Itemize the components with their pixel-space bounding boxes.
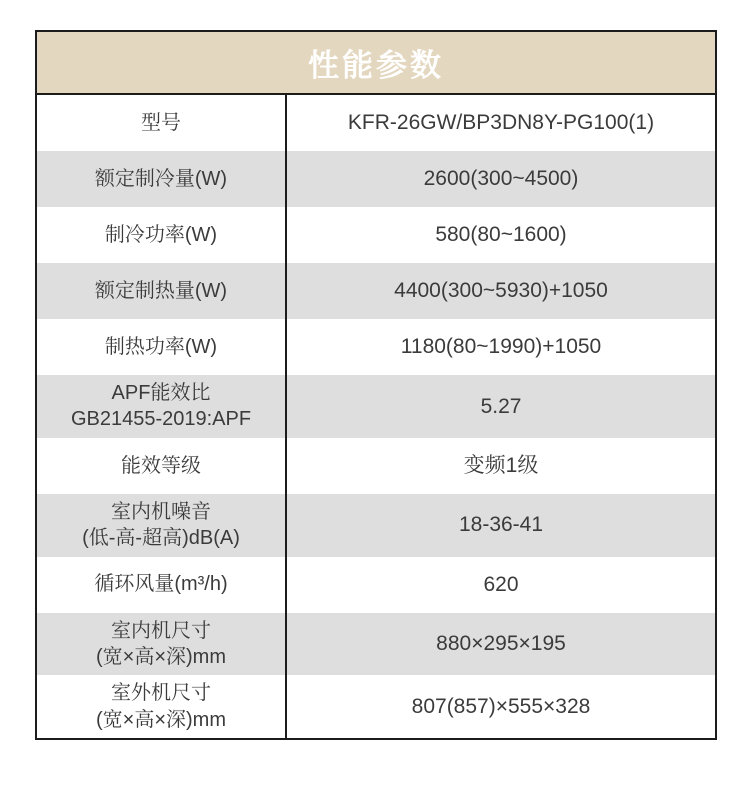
spec-label	[37, 494, 287, 557]
spec-label	[37, 438, 287, 494]
table-title: 性能参数	[308, 48, 444, 83]
spec-label-text-line2: (宽×高×深)mm	[96, 645, 226, 668]
spec-label-text-line2: GB21455-2019:APF	[70, 408, 252, 431]
spec-label-text: 循环风量(m³/h)	[94, 573, 228, 596]
spec-label-text: 室外机尺寸	[111, 682, 211, 705]
spec-value-text: 580(80~1600)	[435, 223, 567, 247]
spec-value	[287, 557, 715, 613]
spec-label	[37, 207, 287, 263]
spec-label-text: 额定制冷量(W)	[94, 167, 228, 190]
spec-value	[287, 438, 715, 494]
spec-label-text: 型号	[141, 111, 181, 134]
table-row-apf-efficiency	[37, 375, 715, 438]
spec-label-text-line2: (低-高-超高)dB(A)	[82, 527, 240, 550]
spec-value	[287, 675, 715, 738]
spec-label	[37, 613, 287, 676]
table-row-energy-grade	[37, 438, 715, 494]
spec-label	[37, 675, 287, 738]
spec-label	[37, 319, 287, 375]
table-row-indoor-unit-dimensions	[37, 613, 715, 676]
spec-label-text: 制热功率(W)	[104, 335, 218, 358]
spec-value	[287, 319, 715, 375]
spec-value-text: KFR-26GW/BP3DN8Y-PG100(1)	[347, 111, 655, 135]
spec-label-text: APF能效比	[111, 382, 211, 404]
spec-rows	[37, 95, 715, 738]
spec-value	[287, 95, 715, 151]
spec-value-text: 1180(80~1990)+1050	[400, 335, 602, 359]
spec-label-text: 制冷功率(W)	[104, 223, 218, 246]
spec-label-text: 能效等级	[121, 454, 201, 477]
table-row-rated-heating-capacity	[37, 263, 715, 319]
table-row-outdoor-unit-dimensions	[37, 675, 715, 738]
spec-value-text: 880×295×195	[436, 632, 566, 656]
table-row-cooling-power	[37, 207, 715, 263]
spec-value-text: 2600(300~4500)	[423, 167, 579, 191]
spec-value-text: 620	[483, 572, 519, 596]
table-row-rated-cooling-capacity	[37, 151, 715, 207]
table-row-indoor-noise	[37, 494, 715, 557]
spec-label	[37, 263, 287, 319]
spec-value-text: 807(857)×555×328	[411, 694, 591, 718]
table-row-heating-power	[37, 319, 715, 375]
spec-label	[37, 557, 287, 613]
spec-value-text: 4400(300~5930)+1050	[394, 279, 608, 303]
spec-label	[37, 151, 287, 207]
spec-value	[287, 494, 715, 557]
spec-label	[37, 95, 287, 151]
spec-label-text: 室内机尺寸	[111, 619, 211, 642]
spec-value-text: 变频1级	[463, 453, 539, 477]
table-title-bar	[37, 32, 715, 95]
spec-value-text: 18-36-41	[458, 513, 544, 537]
spec-label	[37, 375, 287, 438]
spec-value	[287, 263, 715, 319]
spec-value	[287, 151, 715, 207]
table-row-airflow	[37, 557, 715, 613]
spec-value	[287, 207, 715, 263]
spec-value-text: 5.27	[480, 394, 522, 418]
spec-label-text: 额定制热量(W)	[94, 279, 228, 302]
spec-label-text: 室内机噪音	[111, 500, 211, 523]
spec-value	[287, 375, 715, 438]
performance-spec-table	[35, 30, 717, 740]
spec-value	[287, 613, 715, 676]
spec-label-text-line2: (宽×高×深)mm	[96, 708, 226, 731]
table-row-model	[37, 95, 715, 151]
